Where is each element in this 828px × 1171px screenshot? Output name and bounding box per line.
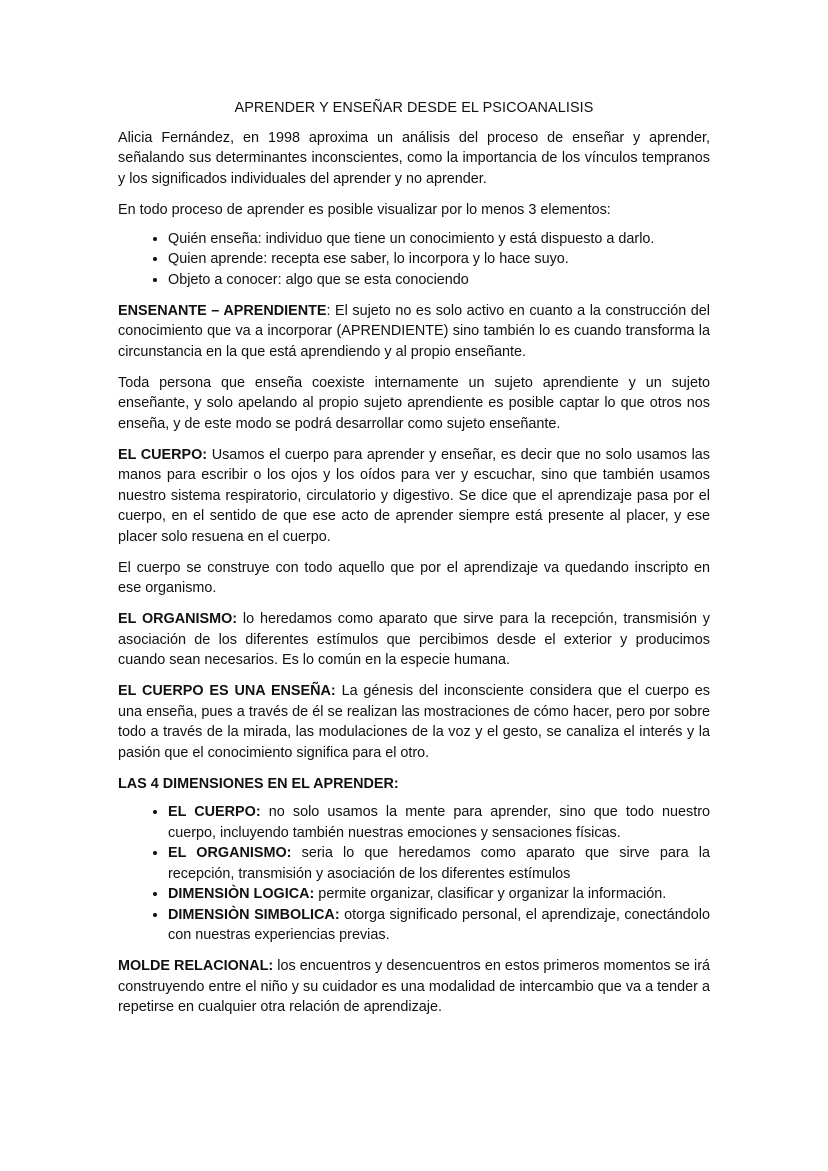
list-item [168, 905, 710, 946]
bold-term: EL CUERPO ES UNA ENSEÑA: [118, 683, 336, 699]
paragraph-text: La génesis del inconsciente considera que el cuerpo es una enseña, pues a través de él se realizan las mostraciones de cómo hacer, pero por sobre todo a través de la mirada, las modulaciones de la voz y el gesto, se canaliza el interés y la pasión que el conocimiento significa para el otro. [118, 683, 711, 761]
elements-intro-paragraph: En todo proceso de aprender es posible visualizar por lo menos 3 elementos: [118, 201, 611, 218]
molde-paragraph [118, 956, 710, 1018]
intro-paragraph: Alicia Fernández, en 1998 aproxima un análisis del proceso de enseñar y aprender, señalando sus determinantes inconscientes, como la importancia de los vínculos tempranos y los significados individuales del aprender y no aprender. [118, 129, 710, 187]
paragraph-text: los encuentros y desencuentros en estos primeros momentos se irá construyendo entre el niño y su cuidador es una modalidad de intercambio que va a tender a repetirse en cualquier otra relación de aprendizaje. [118, 958, 710, 1015]
list-item [168, 884, 710, 905]
page-title: APRENDER Y ENSEÑAR DESDE EL PSICOANALISIS [234, 100, 594, 116]
list-item-text: no solo usamos la mente para aprender, sino que todo nuestro cuerpo, incluyendo también nuestras emociones y sensaciones físicas. [168, 804, 710, 841]
bold-term: LAS 4 DIMENSIONES EN EL APRENDER: [118, 775, 399, 792]
bold-term: DIMENSIÒN SIMBOLICA: [168, 906, 340, 923]
bold-term: DIMENSIÒN LOGICA: [168, 886, 315, 902]
bold-term: EL ORGANISMO: [118, 611, 238, 627]
bold-term: EL CUERPO: [168, 804, 261, 820]
list-item-text: otorga significado personal, el aprendizaje, conectándolo con nuestras experiencias previas. [168, 906, 710, 943]
bold-term: ENSENANTE – APRENDIENTE [118, 302, 327, 319]
cuerpo-ensena-paragraph [118, 681, 710, 763]
cuerpo-paragraph [118, 445, 710, 548]
bold-term: EL CUERPO: [118, 446, 208, 463]
elements-list [118, 229, 710, 291]
list-item-text: seria lo que heredamos como aparato que sirve para la recepción, transmisión y asociación de los diferentes estímulos [168, 845, 711, 882]
list-item: • Quien aprende: recepta ese saber, lo incorpora y lo hace suyo. [168, 249, 710, 270]
paragraph-text: Usamos el cuerpo para aprender y enseñar, es decir que no solo usamos las manos para escribir o los ojos y los oídos para ver y escuchar, sino que también usamos nuestro sistema respiratorio, circulatorio y digestivo. Se dice que el aprendizaje pasa por el cuerpo, en el sentido de que ese acto de aprender siempre está presente al placer, y ese placer solo resuena en el cuerpo. [118, 446, 710, 545]
toda-persona-paragraph: Toda persona que enseña coexiste internamente un sujeto aprendiente y un sujeto enseñante, y solo apelando al propio sujeto aprendiente es posible captar lo que otros nos enseña, y de este modo se podrá desarrollar como sujeto enseñante. [118, 374, 710, 432]
list-item: • Quién enseña: individuo que tiene un conocimiento y está dispuesto a darlo. [168, 229, 710, 250]
list-item [168, 802, 710, 843]
list-item: • Objeto a conocer: algo que se esta conociendo [168, 270, 710, 291]
dimensions-heading [118, 774, 710, 795]
bold-term: EL ORGANISMO: [168, 845, 292, 861]
organismo-paragraph [118, 609, 710, 671]
paragraph-text: lo heredamos como aparato que sirve para la recepción, transmisión y asociación de los diferentes estímulos que percibimos desde el exterior y producimos cuando sean necesarios. Es lo común en la especie humana. [118, 611, 710, 668]
list-item [168, 843, 710, 884]
cuerpo-construye-paragraph: El cuerpo se construye con todo aquello que por el aprendizaje va quedando inscripto en ese organismo. [118, 559, 710, 596]
ensenante-paragraph [118, 301, 710, 363]
bold-term: MOLDE RELACIONAL: [118, 958, 274, 974]
paragraph-text: : El sujeto no es solo activo en cuanto a la construcción del conocimiento que va a incorporar (APRENDIENTE) sino también lo es cuando transforma la circunstancia en la que está aprendiendo y al propio enseñante. [118, 302, 711, 360]
list-item-text: permite organizar, clasificar y organizar la información. [314, 886, 667, 902]
dimensions-list [118, 802, 710, 946]
